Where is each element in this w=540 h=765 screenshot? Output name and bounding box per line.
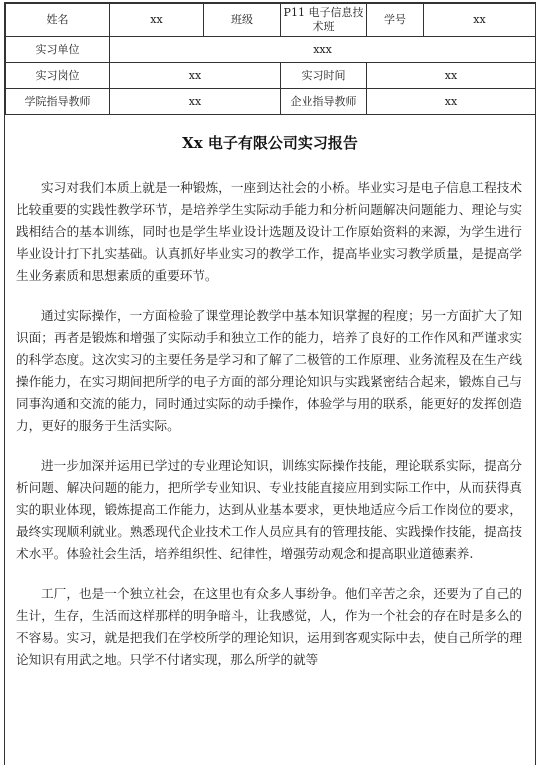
college-advisor-label: 学院指导教师 [6,89,110,115]
student-id-label: 学号 [367,4,424,37]
report-body [5,123,535,671]
report-paragraph-2: 通过实际操作，一方面检验了课堂理论教学中基本知识掌握的程度；另一方面扩大了知识面；再者是锻炼和增强了实际动手和独立工作的能力，培养了良好的工作作风和严谨求实的科学态度。这次实习的主要任务是学习和了解了二极管的工作原理、业务流程及在生产线操作能力，在实习期间把所学的电子方面的部分理论知识与实践紧密结合起来，锻炼自己与同事沟通和交流的能力，同时通过实际的动手操作，体验学与用的联系，能更好的发挥创造力，更好的服务于生活实际。 [16,308,522,433]
company-advisor-label: 企业指导教师 [281,89,367,115]
internship-time-value: xx [367,63,536,89]
internship-position-label: 实习岗位 [6,63,110,89]
student-id-value: xx [424,4,536,37]
internship-position-value: xx [110,63,281,89]
student-info-table [5,3,536,115]
college-advisor-value: xx [110,89,281,115]
internship-time-label: 实习时间 [281,63,367,89]
report-paragraph-4: 工厂，也是一个独立社会，在这里也有众多人事纷争。他们辛苦之余，还要为了自己的生计，生存，生活而这样那样的明争暗斗，让我感觉，人，作为一个社会的存在时是多么的不容易。实习，就是把我们在学校所学的理论知识，运用到客观实际中去，使自己所学的理论知识有用武之地。只学不付诸实现，那么所学的就等 [16,586,522,667]
report-paragraph-3: 进一步加深并运用已学过的专业理论知识，训练实际操作技能，理论联系实际，提高分析问题、解决问题的能力，把所学专业知识、专业技能直接应用到实际工作中，从而获得真实的职业体现，锻炼提高工作能力，达到从业基本要求，更快地适应今后工作岗位的要求，最终实现顺利就业。熟悉现代企业技术工作人员应具有的管理技能、实践操作技能，提高技术水平。体验社会生活，培养组织性、纪律性，增强劳动观念和提高职业道德素养. [16,458,522,561]
internship-unit-value: xxx [110,37,536,63]
class-value: P11 电子信息技术班 [281,4,367,37]
company-advisor-value: xx [367,89,536,115]
internship-unit-label: 实习单位 [6,37,110,63]
class-label: 班级 [204,4,281,37]
document-page [4,2,536,765]
name-value: xx [110,4,204,37]
report-title: Xx 电子有限公司实习报告 [182,134,358,152]
name-label: 姓名 [6,4,110,37]
report-paragraph-1: 实习对我们本质上就是一种锻炼，一座到达社会的小桥。毕业实习是电子信息工程技术比较重要的实践性教学环节，是培养学生实际动手能力和分析问题解决问题能力、理论与实践相结合的基本训练，同时也是学生毕业设计选题及设计工作原始资料的来源，为学生进行毕业设计打下扎实基础。认真抓好毕业实习的教学工作，提高毕业实习教学质量，是提高学生业务素质和思想素质的重要环节。 [16,180,522,283]
